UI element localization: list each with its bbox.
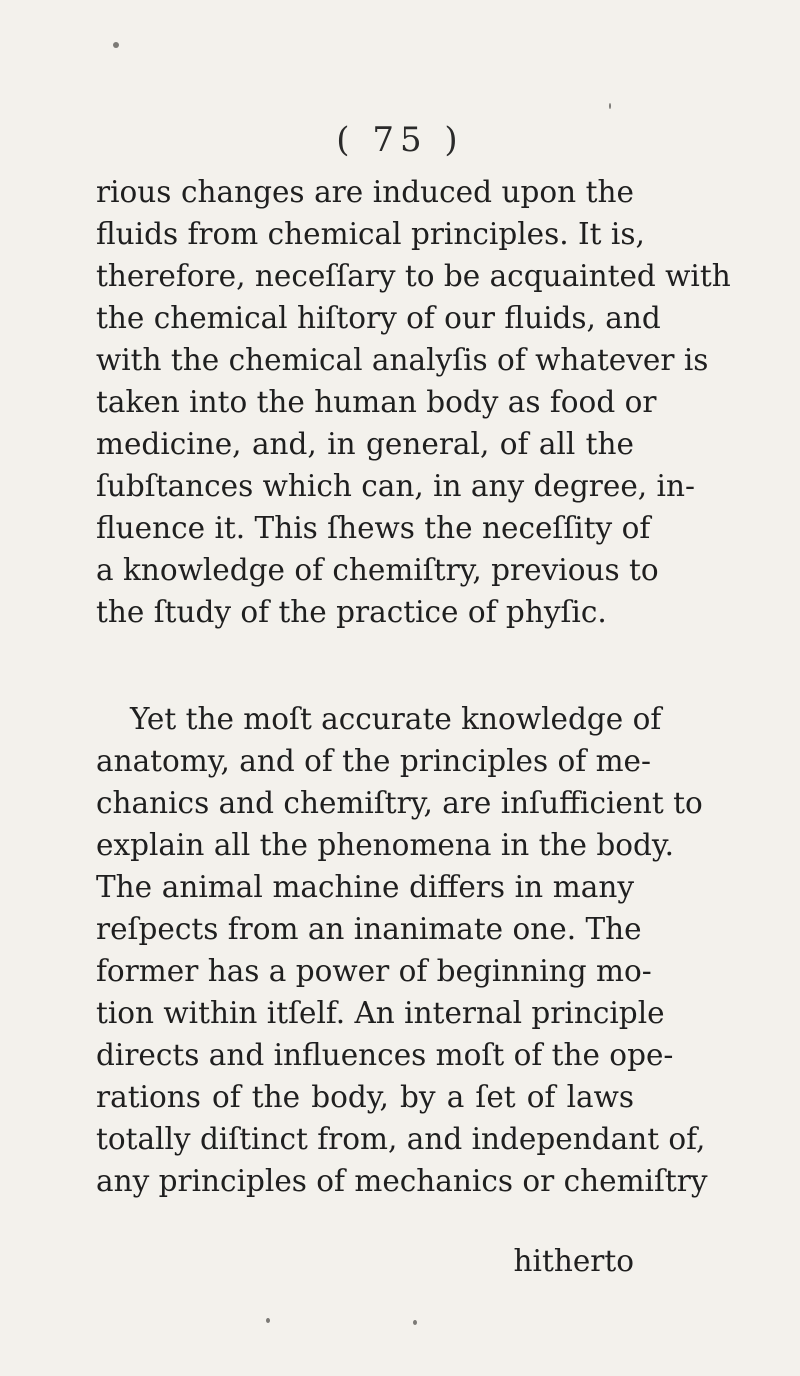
text-line: fluids from chemical principles. It is, bbox=[96, 217, 645, 251]
print-speck bbox=[266, 1318, 270, 1323]
text-line: rations of the body, by a ſet of laws bbox=[96, 1080, 634, 1114]
page-number: ( 75 ) bbox=[336, 120, 464, 160]
paragraph-2 bbox=[96, 698, 708, 1202]
text-line: directs and influences moſt of the ope- bbox=[96, 1038, 674, 1072]
text-line: medicine, and, in general, of all the bbox=[96, 427, 634, 461]
text-line: with the chemical analyſis of whatever is bbox=[96, 343, 709, 377]
text-line: rious changes are induced upon the bbox=[96, 175, 634, 209]
text-line: taken into the human body as food or bbox=[96, 385, 657, 419]
text-line: former has a power of beginning mo- bbox=[96, 954, 652, 988]
text-line: The animal machine differs in many bbox=[96, 870, 634, 904]
text-line: tion within itſelf. An internal principle bbox=[96, 996, 665, 1030]
text-line: Yet the moſt accurate knowledge of bbox=[130, 702, 662, 736]
text-line: anatomy, and of the principles of me- bbox=[96, 744, 651, 778]
text-line: any principles of mechanics or chemiſtry bbox=[96, 1164, 708, 1198]
print-speck bbox=[113, 42, 119, 48]
text-line: fluence it. This ſhews the neceſſity of bbox=[96, 511, 651, 545]
print-speck bbox=[609, 103, 611, 109]
text-line: totally diſtinct from, and independant of, bbox=[96, 1122, 706, 1156]
text-line: the chemical hiſtory of our fluids, and bbox=[96, 301, 661, 335]
catchword: hitherto bbox=[513, 1244, 634, 1278]
print-speck bbox=[413, 1320, 417, 1325]
text-line: therefore, neceſſary to be acquainted with bbox=[96, 259, 731, 293]
text-line: a knowledge of chemiſtry, previous to bbox=[96, 553, 659, 587]
text-line: reſpects from an inanimate one. The bbox=[96, 912, 642, 946]
text-line: the ſtudy of the practice of phyſic. bbox=[96, 595, 607, 629]
text-line: ſubſtances which can, in any degree, in- bbox=[96, 469, 695, 503]
paragraph-1 bbox=[96, 171, 731, 633]
text-line: explain all the phenomena in the body. bbox=[96, 828, 674, 862]
text-line: chanics and chemiſtry, are inſufficient to bbox=[96, 786, 703, 820]
